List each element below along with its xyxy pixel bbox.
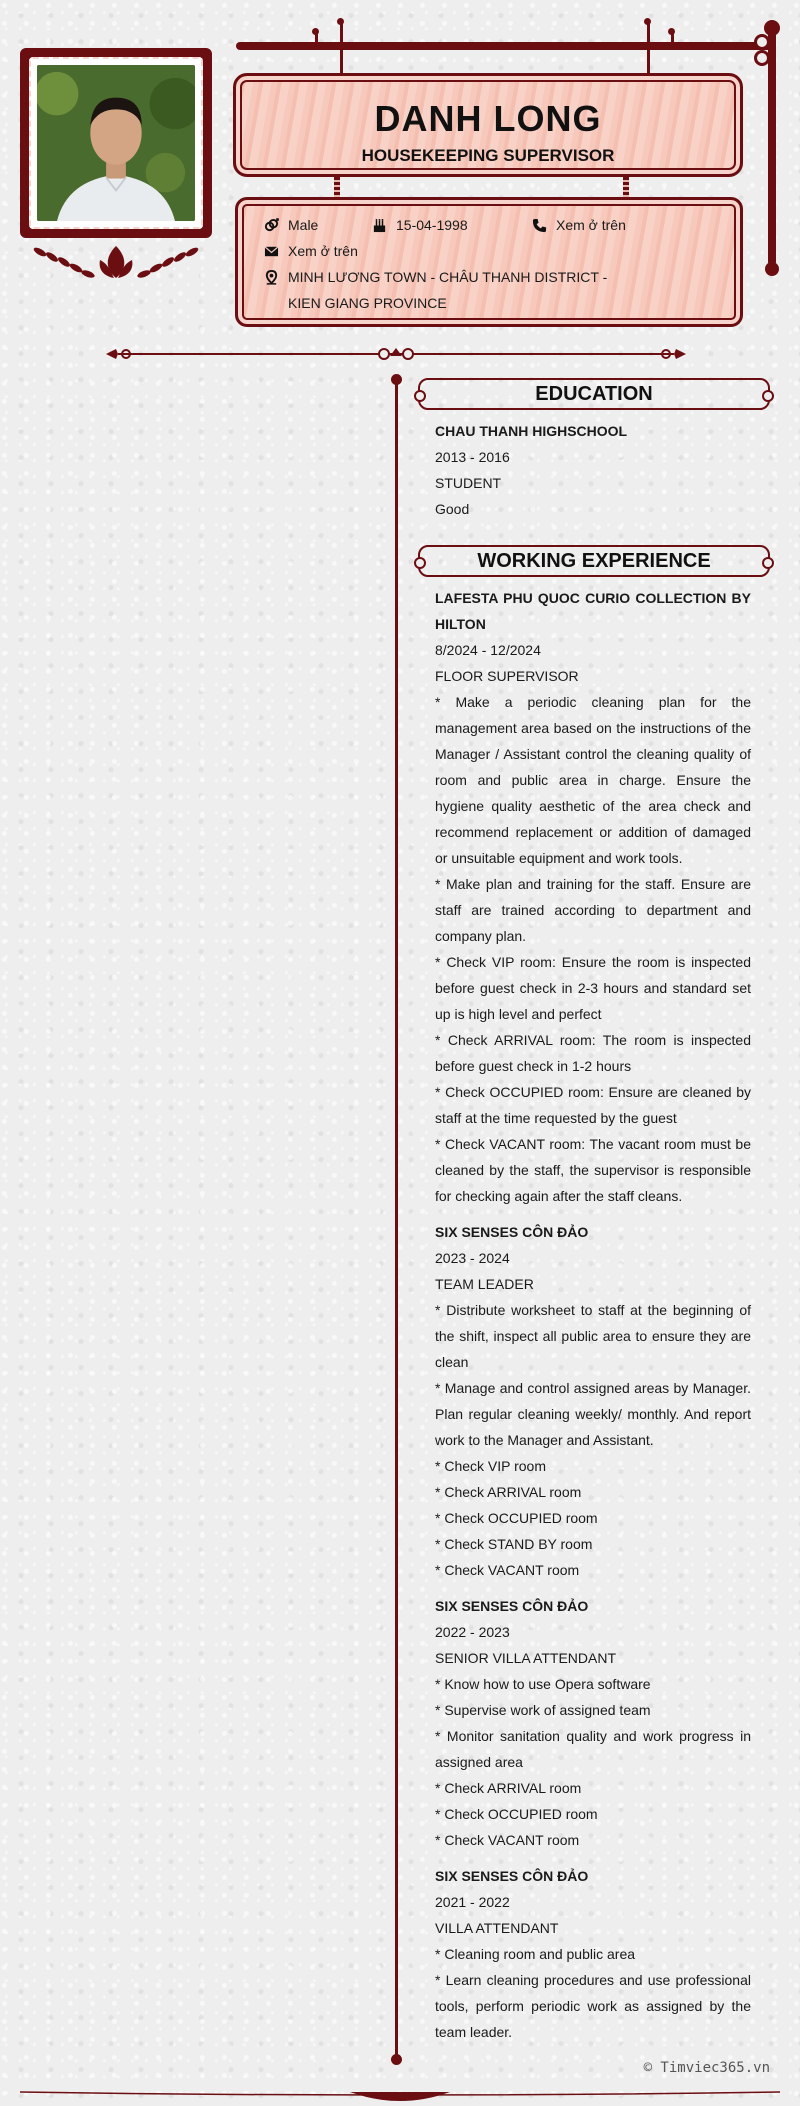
job-duty: * Check ARRIVAL room (435, 1484, 582, 1500)
job-duty: * Check VIP room (435, 1458, 547, 1474)
job-duty: * Check VACANT room (435, 1832, 580, 1848)
phone-icon (532, 212, 556, 238)
education-role: STUDENT (435, 475, 502, 491)
contact-info-board (235, 197, 743, 327)
job-duty: * Supervise work of assigned team (435, 1702, 651, 1718)
profile-photo-frame (20, 48, 212, 238)
school-name: CHAU THANH HIGHSCHOOL (435, 423, 628, 439)
job-period: 2022 - 2023 (435, 1624, 510, 1640)
job-company: SIX SENSES CÔN ĐẢO (435, 1598, 589, 1614)
education-grade: Good (435, 501, 470, 517)
job-duty: * Cleaning room and public area (435, 1946, 636, 1962)
job-duty: * Check OCCUPIED room (435, 1806, 598, 1822)
name-board (233, 73, 743, 177)
pole-top (764, 20, 780, 36)
gender-item (264, 212, 318, 238)
education-content (435, 418, 751, 522)
education-heading: EDUCATION (418, 378, 770, 410)
job-duty: * Know how to use Opera software (435, 1676, 651, 1692)
birthday-cake-icon (372, 212, 396, 238)
job-duty: * Make a periodic cleaning plan for the management area based on the instructions of the Manager / Assistant control the cleaning quality of room and public area in charge. Ensure the hygiene quality aesthetic of the area check and recommend replacement or addition of damaged or unsuitable equipment and work tools. (435, 694, 751, 866)
job-position: VILLA ATTENDANT (435, 1920, 559, 1936)
job-duty: * Manage and control assigned areas by Manager. Plan regular cleaning weekly/ monthly. And report work to the Manager and Assistant. (435, 1380, 751, 1448)
address-value: MINH LƯƠNG TOWN - CHÂU THANH DISTRICT - KIEN GIANG PROVINCE (288, 269, 608, 311)
experience-content (435, 585, 751, 2055)
location-pin-icon (264, 264, 288, 290)
job-entry (435, 1593, 751, 1853)
gender-icon (264, 212, 288, 238)
job-duty: * Check VACANT room (435, 1562, 580, 1578)
job-company: LAFESTA PHU QUOC CURIO COLLECTION BY HILTON (435, 590, 751, 632)
email-item (264, 238, 358, 264)
job-duty: * Distribute worksheet to staff at the beginning of the shift, inspect all public area to ensure they are clean (435, 1302, 751, 1370)
job-duty: * Check OCCUPIED room: Ensure are cleaned by staff at the time requested by the guest (435, 1084, 751, 1126)
sign-pole (768, 26, 776, 266)
job-position: TEAM LEADER (435, 1276, 534, 1292)
job-duty: * Check ARRIVAL room (435, 1780, 582, 1796)
education-period: 2013 - 2016 (435, 449, 510, 465)
email-value: Xem ở trên (288, 243, 358, 259)
job-period: 8/2024 - 12/2024 (435, 642, 541, 658)
job-duty: * Check VACANT room: The vacant room must be cleaned by the staff, the supervisor is responsible for checking again after the staff cleans. (435, 1136, 751, 1204)
job-duty: * Make plan and training for the staff. Ensure are staff are trained according to department and company plan. (435, 876, 751, 944)
job-position: SENIOR VILLA ATTENDANT (435, 1650, 617, 1666)
watermark: © Timviec365.vn (643, 2060, 770, 2076)
job-duty: * Check STAND BY room (435, 1536, 593, 1552)
profile-photo (37, 65, 195, 221)
pole-bottom (765, 262, 779, 276)
job-entry (435, 585, 751, 1209)
timeline-line (395, 380, 398, 2060)
gender-value: Male (288, 217, 319, 233)
job-entry (435, 1219, 751, 1583)
email-icon (264, 238, 288, 264)
phone-value: Xem ở trên (556, 217, 626, 233)
job-period: 2023 - 2024 (435, 1250, 510, 1266)
birthday-item (372, 212, 468, 238)
job-entry (435, 1863, 751, 2045)
laurel-ornament (20, 240, 212, 282)
phone-item (532, 212, 626, 238)
job-position: FLOOR SUPERVISOR (435, 668, 579, 684)
job-company: SIX SENSES CÔN ĐẢO (435, 1868, 589, 1884)
job-company: SIX SENSES CÔN ĐẢO (435, 1224, 589, 1240)
birthday-value: 15-04-1998 (396, 217, 468, 233)
experience-heading: WORKING EXPERIENCE (418, 545, 770, 577)
job-duty: * Check VIP room: Ensure the room is inspected before guest check in 2-3 hours and standard set up is high level and perfect (435, 954, 751, 1022)
job-period: 2021 - 2022 (435, 1894, 510, 1910)
job-duty: * Check ARRIVAL room: The room is inspected before guest check in 1-2 hours (435, 1032, 751, 1074)
candidate-title: HOUSEKEEPING SUPERVISOR (361, 146, 615, 165)
job-duty: * Check OCCUPIED room (435, 1510, 598, 1526)
job-duty: * Learn cleaning procedures and use professional tools, perform periodic work as assigned by the team leader. (435, 1972, 751, 2040)
bottom-ornament (20, 2088, 780, 2106)
address-item (264, 264, 634, 316)
job-duty: * Monitor sanitation quality and work progress in assigned area (435, 1728, 751, 1770)
candidate-name: DANH LONG (374, 98, 602, 139)
ornament-divider (106, 347, 686, 361)
